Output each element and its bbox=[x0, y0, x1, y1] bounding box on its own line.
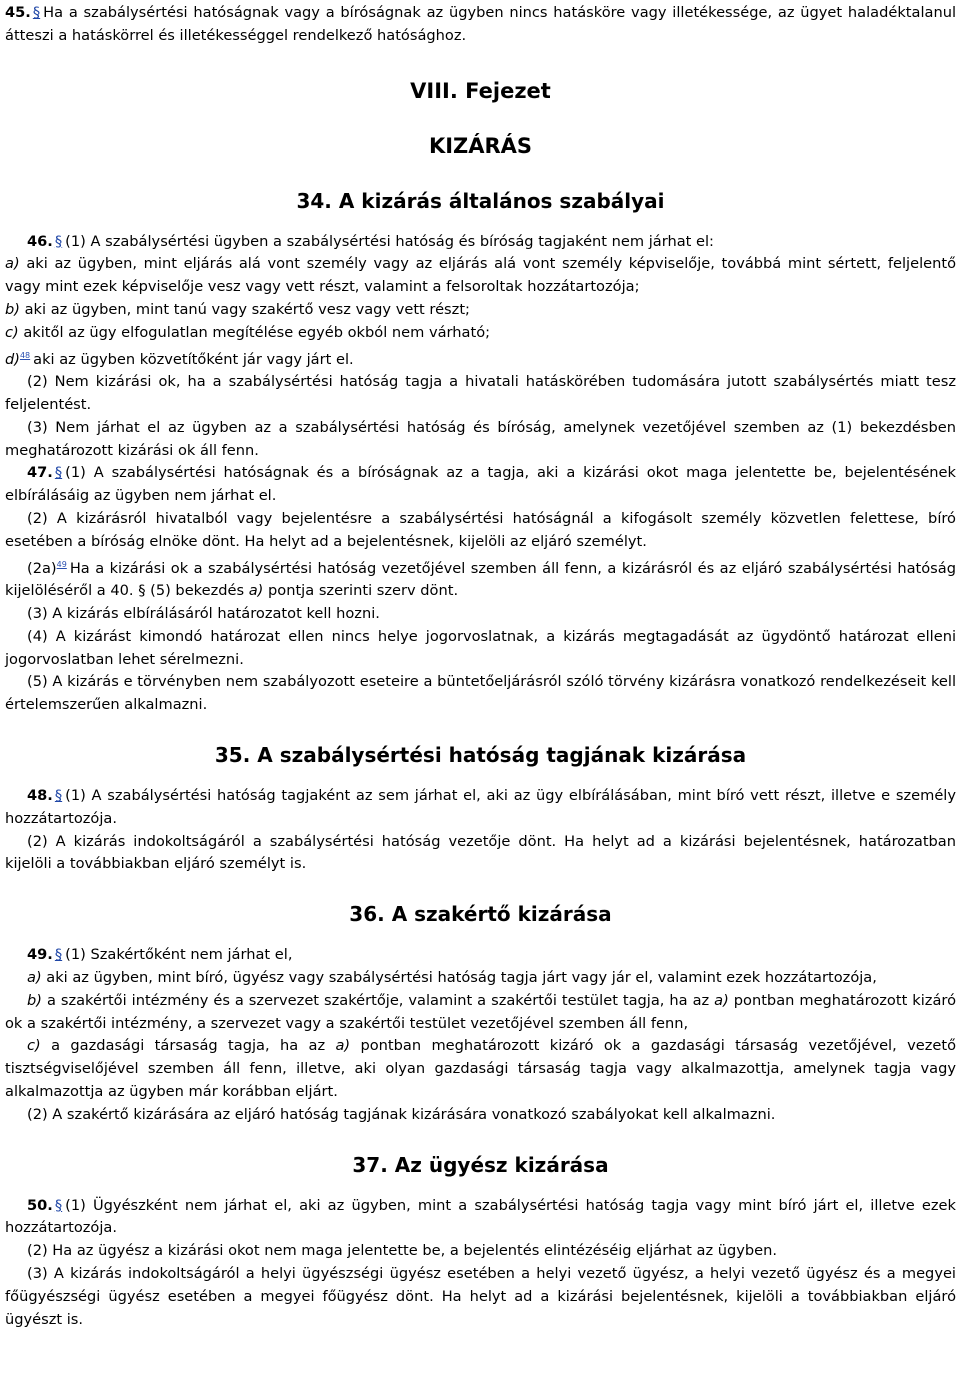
section-number: 47. bbox=[27, 464, 53, 482]
paragraph: (2) Ha az ügyész a kizárási okot nem maga jelentette be, a bejelentés elintézéséig eljárhat az ügyben. bbox=[27, 1242, 778, 1260]
section-48 bbox=[5, 785, 956, 876]
chapter-subtitle: KIZÁRÁS bbox=[428, 133, 533, 158]
section-47 bbox=[5, 462, 956, 717]
paragraph: (2) Nem kizárási ok, ha a szabálysértési hatóság tagja a hivatali hatáskörében tudomására jutott szabálysértés miatt tesz feljelentést. bbox=[5, 373, 956, 414]
subheading-35: 35. A szabálysértési hatóság tagjának kizárása bbox=[214, 743, 747, 768]
paragraph: (2) A szakértő kizárására az eljáró hatóság tagjának kizárására vonatkozó szabályokat kell alkalmazni. bbox=[27, 1105, 776, 1123]
section-link[interactable]: § bbox=[54, 232, 63, 250]
paragraph: (2) A kizárás indokoltságáról a szabálysértési hatóság vezetője dönt. Ha helyt ad a kizárási bejelentésnek, határozatban kijelöli a továbbiakban eljáró személyt is. bbox=[5, 832, 956, 873]
section-number: 48. bbox=[27, 787, 53, 805]
point-label: b) bbox=[27, 991, 42, 1009]
paragraph-text: (1) A szabálysértési hatóság tagjaként az sem járhat el, aki az ügy elbírálásában, mint bíró vett részt, illetve e személy hozzátartozója. bbox=[5, 787, 956, 827]
paragraph bbox=[5, 462, 956, 508]
paragraph bbox=[5, 944, 956, 967]
paragraph-text: (1) Ügyészként nem járhat el, aki az ügyben, mint a szabálysértési hatóság tagja vagy mint bíró járt el, illetve ezek hozzátartozója. bbox=[5, 1196, 956, 1237]
section-number: 46. bbox=[27, 232, 53, 250]
point-text: aki az ügyben közvetítőként jár vagy járt el. bbox=[33, 350, 354, 368]
point-text: aki az ügyben, mint bíró, ügyész vagy szabálysértési hatóság tagja járt vagy jár el, valamint ezek hozzátartozója, bbox=[46, 969, 877, 987]
point-c bbox=[5, 322, 956, 345]
point-label: d) bbox=[5, 350, 20, 368]
point-b bbox=[5, 299, 956, 322]
point-label: c) bbox=[5, 323, 19, 341]
paragraph bbox=[5, 231, 956, 254]
section-49 bbox=[5, 944, 956, 1126]
point-label: a) bbox=[5, 255, 20, 273]
paragraph-text: Ha a kizárási ok a szabálysértési hatóság vezetőjével szemben áll fenn, a kizárásról és az eljáró szabálysértési hatóság kijelöléséről a 40. § (5) bekezdés bbox=[5, 559, 956, 600]
point-label: a) bbox=[27, 969, 42, 987]
point-label: b) bbox=[5, 300, 20, 318]
point-text: aki az ügyben, mint tanú vagy szakértő vesz vagy vett részt; bbox=[24, 300, 470, 318]
subheading-37: 37. Az ügyész kizárása bbox=[352, 1152, 609, 1177]
section-link[interactable]: § bbox=[54, 787, 63, 805]
section-link[interactable]: § bbox=[54, 1196, 63, 1214]
paragraph: (2) A kizárásról hivatalból vagy bejelentésre a szabálysértési hatóságnál a kifogásolt személy közvetlen felettese, bíró esetében a bíróság elnöke dönt. Ha helyt ad a bejelentésnek, kijelöli az eljáró személyt. bbox=[5, 510, 956, 550]
point-text: aki az ügyben, mint eljárás alá vont személy vagy az eljárás alá vont személy képviselője, továbbá mint sértett, feljelentő vagy mint ezek képviselője vesz vagy vett részt, valamint a felsoroltak hozzátartozója; bbox=[5, 255, 957, 296]
point-text: pontban meghatározott kizáró ok a szakértői intézmény, a szervezet vagy a szakértői testület vezetőjével szemben áll fenn, bbox=[5, 991, 956, 1032]
paragraph: (3) A kizárás elbírálásáról határozatot kell hozni. bbox=[27, 605, 380, 623]
point-c bbox=[5, 1035, 956, 1103]
section-46 bbox=[5, 231, 956, 463]
section-link[interactable]: § bbox=[32, 4, 41, 21]
point-text: pontban meghatározott kizáró ok a gazdasági társaság vezetőjével, vezető tisztségviselőjével szemben áll fenn, illetve, aki olyan gazdasági társaság tagja vagy alkalmazottja, amelynek tagja vagy alkalmazottja az ügyben már korábban eljárt. bbox=[5, 1037, 957, 1101]
point-b bbox=[5, 990, 956, 1036]
section-number: 50. bbox=[27, 1196, 53, 1214]
paragraph: (3) A kizárás indokoltságáról a helyi ügyészségi ügyész esetében a helyi vezető ügyész, a helyi vezető ügyész és a megyei főügyészségi ügyész esetében a megyei főügyész dönt. Ha helyt ad a kizárási bejelentésnek, kijelöli a továbbiakban eljáró ügyészt is. bbox=[5, 1265, 956, 1328]
paragraph-label: (2a) bbox=[27, 559, 57, 577]
point-ref: a) bbox=[714, 991, 729, 1009]
point-text: a szakértői intézmény és a szervezet szakértője, valamint a szakértői testület tagja, ha az bbox=[46, 991, 710, 1009]
point-text: akitől az ügy elfogulatlan megítélése egyéb okból nem várható; bbox=[23, 323, 491, 341]
paragraph: (4) A kizárást kimondó határozat ellen nincs helye jogorvoslatnak, a kizárás megtagadását az ügydöntő határozat elleni jogorvoslatban lehet sérelmezni. bbox=[5, 627, 956, 668]
subheading-36: 36. A szakértő kizárása bbox=[349, 902, 612, 927]
paragraph bbox=[5, 785, 956, 831]
paragraph-text: (1) A szabálysértési hatóságnak és a bíróságnak az a tagja, aki a kizárási okot maga jelentette be, bejelentésének elbírálásáig az ügyben nem járhat el. bbox=[5, 464, 956, 505]
chapter-title: VIII. Fejezet bbox=[410, 78, 551, 103]
point-text: a gazdasági társaság tagja, ha az bbox=[51, 1037, 326, 1055]
point-d bbox=[5, 345, 956, 372]
section-45 bbox=[5, 2, 956, 48]
point-a bbox=[5, 967, 956, 990]
point-a bbox=[5, 253, 956, 299]
section-number: 49. bbox=[27, 946, 53, 964]
paragraph-text: (1) Szakértőként nem járhat el, bbox=[65, 946, 293, 964]
paragraph-2a bbox=[5, 554, 956, 603]
paragraph-text: pontja szerinti szerv dönt. bbox=[268, 582, 459, 600]
footnote-link[interactable]: 49 bbox=[56, 559, 67, 569]
point-label: c) bbox=[27, 1037, 41, 1055]
paragraph: (5) A kizárás e törvényben nem szabályozott eseteire a büntetőeljárásról szóló törvény kizárásra vonatkozó rendelkezéseit kell értelemszerűen alkalmazni. bbox=[5, 673, 956, 714]
paragraph: (3) Nem járhat el az ügyben az a szabálysértési hatóság és bíróság, amelynek vezetőjével szemben az (1) bekezdésben meghatározott kizárási ok áll fenn. bbox=[5, 418, 956, 459]
footnote-link[interactable]: 48 bbox=[19, 350, 31, 360]
paragraph-text: Ha a szabálysértési hatóságnak vagy a bíróságnak az ügyben nincs hatásköre vagy illetékessége, az ügyet haladéktalanul átteszi a hatáskörrel és illetékességgel rendelkező hatósághoz. bbox=[5, 4, 956, 44]
paragraph-text: (1) A szabálysértési ügyben a szabálysértési hatóság és bíróság tagjaként nem járhat el: bbox=[65, 232, 714, 250]
section-link[interactable]: § bbox=[54, 946, 63, 964]
point-ref: a) bbox=[248, 582, 264, 600]
subheading-34: 34. A kizárás általános szabályai bbox=[296, 188, 665, 213]
section-50 bbox=[5, 1195, 956, 1332]
section-link[interactable]: § bbox=[54, 464, 63, 482]
paragraph bbox=[5, 1195, 956, 1241]
point-ref: a) bbox=[335, 1037, 351, 1055]
section-number: 45. bbox=[5, 4, 31, 21]
